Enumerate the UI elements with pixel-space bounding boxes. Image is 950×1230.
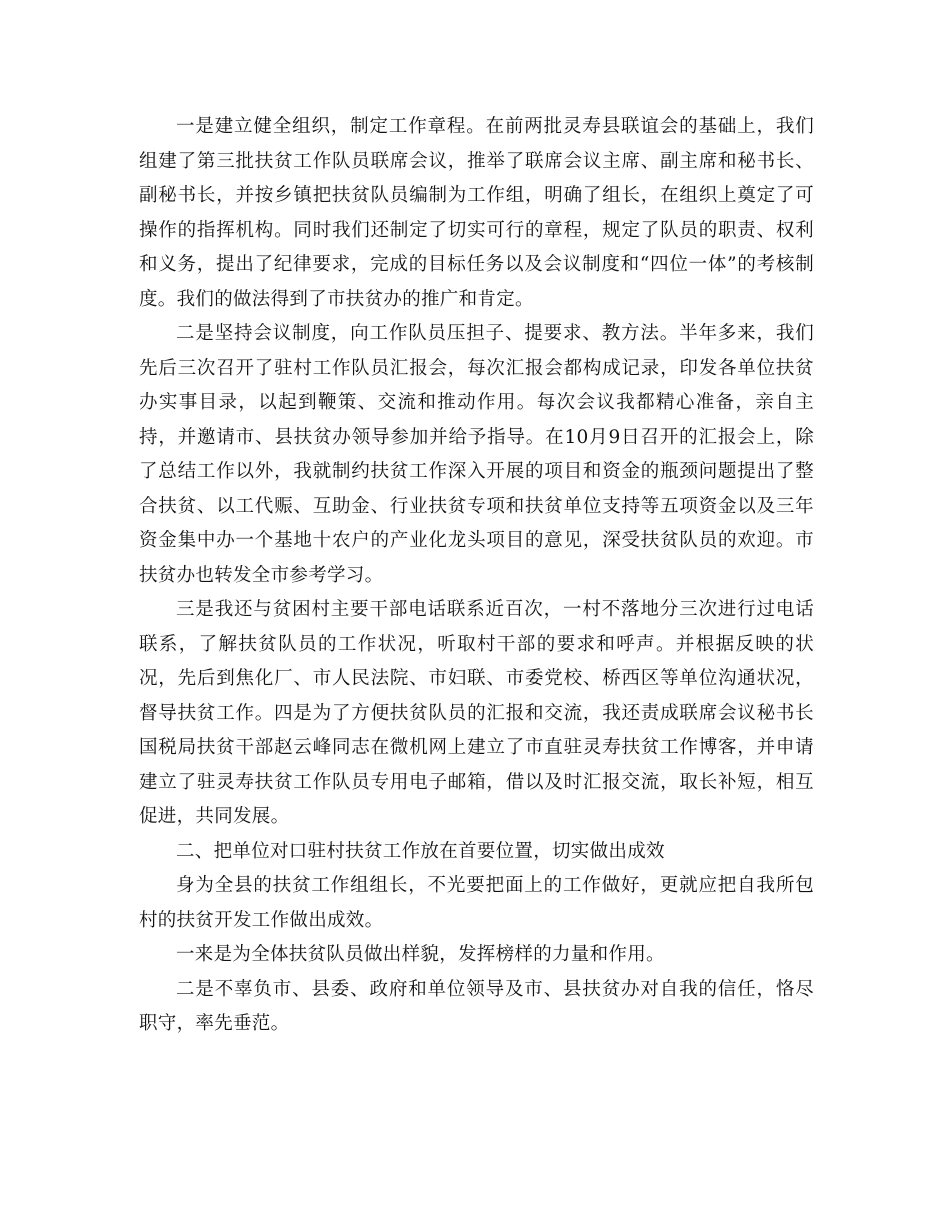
section-heading: 二、把单位对口驻村扶贫工作放在首要位置，切实做出成效 xyxy=(176,840,665,862)
paragraph-group-leader: 身为全县的扶贫工作组组长，不光要把面上的工作做好，更就应把自我所包村的扶贫开发工作做出成效。 xyxy=(139,875,814,931)
paragraph-meeting-system: 二是坚持会议制度，向工作队员压担子、提要求、教方法。半年多来，我们先后三次召开了驻村工作队员汇报会，每次汇报会都构成记录，印发各单位扶贫办实事目录，以起到鞭策、交流和推动作用。每次会议我都精心准备，亲自主持，并邀请市、县扶贫办领导参加并给予指导。在10月9日召开的汇报会上，除了总结工作以外，我就制约扶贫工作深入开展的项目和资金的瓶颈问题提出了整合扶贫、以工代赈、互助金、行业扶贫专项和扶贫单位支持等五项资金以及三年资金集中办一个基地十农户的产业化龙头项目的意见，深受扶贫队员的欢迎。市扶贫办也转发全市参考学习。 xyxy=(139,323,814,586)
paragraph-role-model: 一来是为全体扶贫队员做出样貌，发挥榜样的力量和作用。 xyxy=(176,944,665,965)
paragraph-trust: 二是不辜负市、县委、政府和单位领导及市、县扶贫办对自我的信任，恪尽职守，率先垂范。 xyxy=(139,978,814,1034)
document-body xyxy=(139,110,814,1042)
paragraph-organization: 一是建立健全组织，制定工作章程。在前两批灵寿县联谊会的基础上，我们组建了第三批扶贫工作队员联席会议，推举了联席会议主席、副主席和秘书长、副秘书长，并按乡镇把扶贫队员编制为工作组，明确了组长，在组织上奠定了可操作的指挥机构。同时我们还制定了切实可行的章程，规定了队员的职责、权利和义务，提出了纪律要求，完成的目标任务以及会议制度和“四位一体”的考核制度。我们的做法得到了市扶贫办的推广和肯定。 xyxy=(139,116,814,310)
paragraph-phone-contact: 三是我还与贫困村主要干部电话联系近百次，一村不落地分三次进行过电话联系，了解扶贫队员的工作状况，听取村干部的要求和呼声。并根据反映的状况，先后到焦化厂、市人民法院、市妇联、市委党校、桥西区等单位沟通状况，督导扶贫工作。四是为了方便扶贫队员的汇报和交流，我还责成联席会议秘书长国税局扶贫干部赵云峰同志在微机网上建立了市直驻灵寿扶贫工作博客，并申请建立了驻灵寿扶贫工作队员专用电子邮箱，借以及时汇报交流，取长补短，相互促进，共同发展。 xyxy=(139,599,814,827)
